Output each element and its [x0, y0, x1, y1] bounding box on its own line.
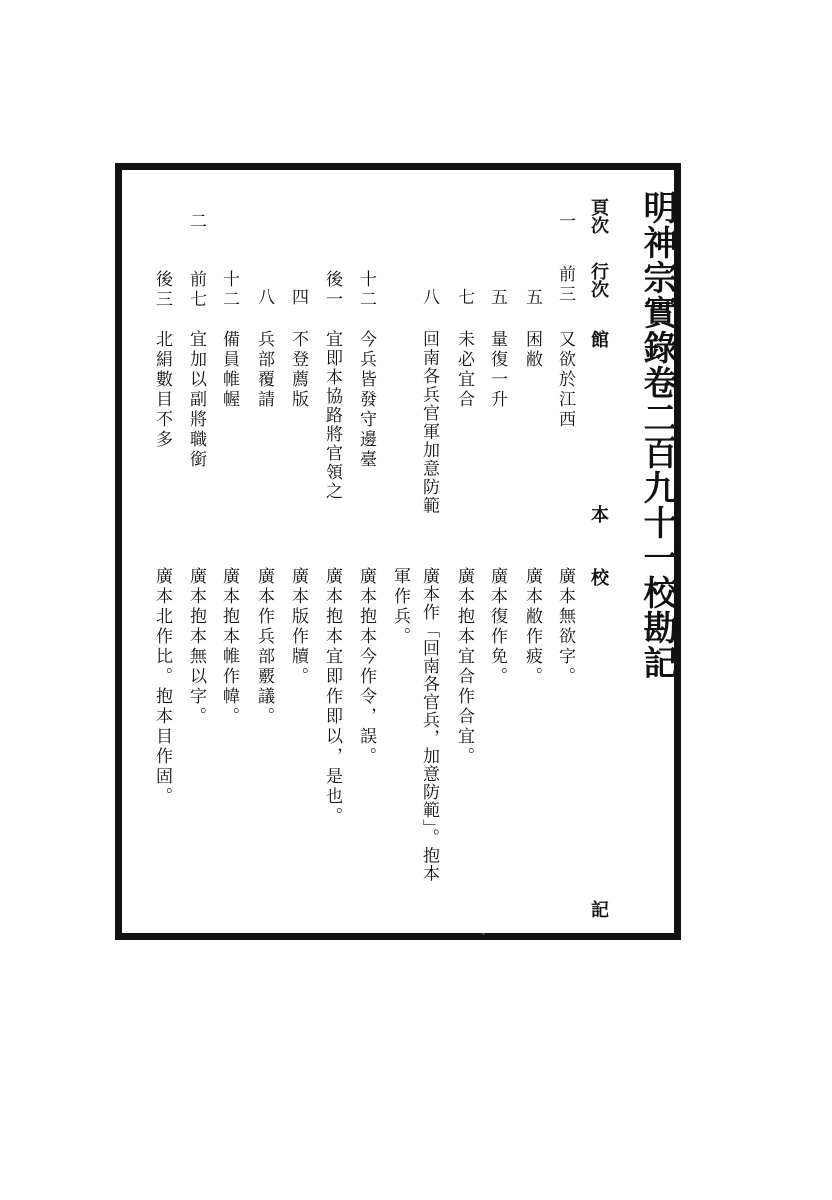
entry-line: 前七	[186, 270, 206, 310]
entry-page: 二	[186, 212, 206, 232]
entry-text: 回南各兵官軍加意防範	[419, 330, 439, 515]
entry-line: 五	[522, 288, 542, 308]
entry-text: 又欲於江西	[555, 330, 575, 430]
entry-line: 八	[254, 288, 274, 308]
entry-note: 廣本復作免。	[487, 567, 507, 687]
entry-text: 未必宜合	[454, 330, 474, 410]
entry-line: 四	[288, 288, 308, 308]
header-notes-label: 記	[588, 900, 609, 918]
entry-line: 後一	[322, 270, 342, 310]
entry-note: 廣本抱本帷作幃。	[219, 567, 239, 727]
entry-text: 不登薦版	[288, 330, 308, 410]
print-speck	[482, 933, 485, 935]
entry-note: 廣本北作比。抱本目作固。	[152, 567, 172, 807]
entry-line: 七	[454, 288, 474, 308]
entry-line: 十二	[219, 270, 239, 310]
entry-page: 一	[555, 212, 575, 232]
entry-note: 廣本抱本無以字。	[186, 567, 206, 727]
entry-note-continued: 軍作兵。	[390, 567, 410, 647]
entry-text: 量復一升	[487, 330, 507, 410]
entry-text: 備員帷幄	[219, 330, 239, 410]
entry-note: 廣本無欲字。	[555, 567, 575, 687]
header-page-order: 頁次	[588, 198, 609, 234]
header-line-order: 行次	[588, 262, 609, 298]
entry-text: 北絹數目不多	[152, 330, 172, 450]
entry-text: 兵部覆請	[254, 330, 274, 410]
entry-note: 廣本抱本今作令，誤。	[356, 567, 376, 767]
header-edition-2: 本	[588, 505, 609, 523]
entry-note: 廣本版作牘。	[288, 567, 308, 687]
entry-line: 八	[419, 288, 439, 308]
entry-note: 廣本敝作疲。	[522, 567, 542, 687]
entry-note: 廣本抱本宜即作即以，是也。	[322, 567, 342, 827]
entry-note: 廣本抱本宜合作合宜。	[454, 567, 474, 767]
entry-line: 五	[487, 288, 507, 308]
entry-line: 後三	[152, 270, 172, 310]
entry-text: 宜即本協路將官領之	[322, 330, 342, 501]
entry-text: 今兵皆發守邊臺	[356, 330, 376, 470]
header-edition: 館	[588, 330, 609, 348]
entry-text: 困敝	[522, 330, 542, 370]
entry-text: 宜加以副將職銜	[186, 330, 206, 470]
entry-line: 十二	[356, 270, 376, 310]
entry-note: 廣本作兵部覈議。	[254, 567, 274, 727]
header-collation: 校	[588, 568, 609, 586]
document-title: 明神宗實錄卷二百九十一校勘記	[637, 190, 677, 680]
entry-note: 廣本作「回南各官兵，加意防範」。抱本	[419, 567, 439, 883]
entry-line: 前三	[555, 265, 575, 305]
